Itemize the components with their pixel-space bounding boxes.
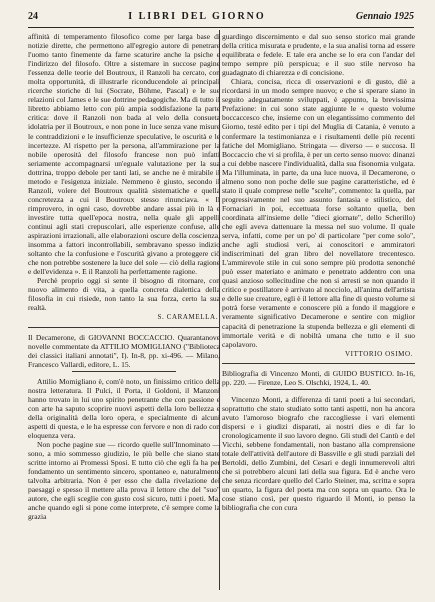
- article-paragraph: Attilio Momigliano è, com'è noto, un finissimo critico della nostra letteratura. Il Pulci, il Porta, il Goldoni, il Manzoni hanno trovato in lui uno spirito penetrante che con passione e con arte ha saputo scoprire nuovi aspetti della loro bellezza e della originalità della loro opera, e specialmente di alcuni aspetti di questa, e le ha espresse con fervore e non di rado con eloquenza vera.: [28, 376, 220, 440]
- short-rule: [72, 371, 176, 372]
- author-signature: VITTORIO OSIMO.: [345, 349, 413, 358]
- author-signature: S. CARAMELLA.: [157, 313, 218, 322]
- article-paragraph: Vincenzo Monti, a differenza di tanti poeti a lui secondari, soprattutto che stato studiato sotto tanti aspetti, non ha ancora avuto l'amoroso biografo che raccogliesse i vari elementi dispersi e i giudizi disparati, ai nostri dies e di far lo cronologicamente il suo lavoro degno. Gli studi del Cantù e del Vicchi, sebbene fondamentali, non bastano alla comprensione totale dell'attività dell'autore di Bassville e gli studi parziali del Bertoldi, dello Zumbini, del Cesari e degli innumerevoli altri che si potrebbero alcuni lati della sua figura. Ed è anche vero che senza ricordare quello del Carlo Steiner, ma, scritta e sopra un quarto, la figura del poeta ma con sopra un quarto. Ora le cose stiano così, per questo riguardo il Monti, io penso la bibliografia che con cura: [222, 394, 415, 513]
- article-paragraph: Perchè proprio oggi si sente il bisogno di ritornare, con nuovo alimento di vita, a quella concreta dialettica della filosofia in cui risiede, non tanto la sua forza, certo la sua realtà.: [28, 276, 220, 313]
- article-paragraph: Non poche pagine sue — ricordo quelle sull'Innominato — sono, a mio sommesso giudizio, le più belle che siano state scritte intorno ai Promessi Sposi. E tutto ciò che egli fa ha per fondamento un sentimento sincero, spontaneo e, naturalmente talvolta arbitraria. Non è per esso che dalla rivelazione dei paesaggi e spesso il mettere alla prova il lettore che del "suo" autore, che egli sceglie con gusto così sicuro, tutti i poeti. Ma, anche quando egli si pone come interprete, c'è sempre come la grazia: [28, 440, 220, 522]
- header-rule: [28, 27, 414, 28]
- article-paragraph: guardingo discernimento e dal suo senso storico mai grande della critica misurata e prudente, e la sua analisi torna ad essere equilibrata e fedele. E tale era anche se lo era con l'andar del tempo sempre più perspicua; e il suo stile nervoso ha guadagnato di chiarezza e di concisione.: [222, 32, 415, 78]
- issue-date: Gennaio 1925: [355, 11, 414, 22]
- bibliographic-entry: Il Decamerone, di GIOVANNI BOCCACCIO. Quarantanove novelle commentate da ATTILIO MOMIGLIANO ("Biblioteca dei classici italiani annotati", I). In-8, pp. xi-496. — Milano, Francesco Vallardi, editore, L. 15.: [28, 332, 220, 369]
- bibliographic-entry: Bibliografia di Vincenzo Monti, di GUIDO BUSTICO. In-16, pp. 220. — Firenze, Leo S. Olschki, 1924, L. 40.: [222, 368, 415, 387]
- right-column: [222, 32, 415, 512]
- article-paragraph: affinità di temperamento filosofico come per larga base di notizie dirette, che permettono all'egregio autore di penetrare l'uomo tanto finemente da farne scaturire anche la psiche e l'indirizzo del filosofo. Oltre a sistemare in succose pagine l'essenza delle teorie del Boutroux, il Ranzoli ha cercato, con molta opportunità, di illustrarle riconducendole ai principali ricerche storiche di lui (Socrate, Böhme, Pascal) e le sue relazioni col James e le sue dottrine pedagogiche. Ma di tutto il libretto abbiamo letto con più ampia soddisfazione la parte critica: dove il Ranzoli non bada al velo della consueta idolatria per il Boutroux, e non pone in luce senza vane misure le contraddizioni e le insufficienze speculative, le oscurità e le incertezze. Al rispetto per la persona, all'ammirazione per la nobile operosità del filosofo francese non può infatti seriamente accompagnarsi un'eguale valutazione per la sua dottrina, troppo debole per tanti lati, se anche ne è mirabile il metodo e l'esigenza iniziale. Nemmeno è giusto, secondo il Ranzoli, volere del Boutroux qualità sistematiche e quella concretezza a cui il Boutroux stesso rinunciava. « Il rimprovero, in ogni caso, dovrebbe andare assai più in là e investire tutta quell'epoca nostra, nella quale gli appelli continui agli stati crepuscolari, alle esperienze confuse, alle aspirazioni irrazionali, alle elaborazioni oscure della coscienza, insomma a fattori incontrollabili, sembravano spesso indizio soltanto che la confusione e l'oscurità givano a proteggere ciò che non potrebbe sostenere la luce del sole — ciò della ragione e dell'evidenza ». E il Ranzoli ha perfettamente ragione.: [28, 32, 220, 277]
- short-rule: [266, 389, 371, 390]
- section-separator: [222, 363, 415, 364]
- page-number: 24: [28, 11, 38, 22]
- page-header: [28, 11, 414, 27]
- left-column: [28, 32, 220, 521]
- section-separator: [28, 327, 220, 328]
- article-paragraph: Chiara, concisa, ricca di osservazioni e di gusto, diè a ricordarsi in un modo sempre nuovo; e che si sperare siano in seguito adeguatamente sviluppati, è appunto, la brevissima Prefazione: in cui sono state aggiunte le « questo volume boccaccesco che, insieme con un elegantissimo commento del Giorno, testé edito per i tipi del Muglia di Catania, è venuto a confermare la testimonianza e i risultamenti delle più recenti fatiche del Momigliano. Stringata — diverso — e succosa. Il Boccaccio che vi si profila, è per un certo senso nuovo: dinanzi a cui debbe nascere l'individualità, dalla sua fisonomia vulgata. Ma l'illuminata, in parte, da una luce nuova, il Decamerone, o almeno sono non poche delle sue pagine caratteristiche, ed è stato il quale comprese nelle "scelte", commento: la quella, par progressivamente nel suo assunto fantasia e stilistico, del Fornaciari in poi, eccettuata forse soltanto quella, ben coordinata all'insieme delle "dieci giornate", dello Scherillo) che egli aveva dattenuare la messa nel suo volume. Il quale serva, infatti, come per un po' di particolare "per come solo", anche agli studiosi veri, ai conoscitori e ammiratori indiscriminati del gran libro del novellatore trecentesco. L'ammirevole stile in cui sono sempre più prodotta senonché può esser materiato e animato e penetrato addentro con una quasi anzioso sollecitudine che non si arresti se non quando il critico e postillatore è arrivato al nocciolo, all'anima dell'artista e delle sue creature, egli è il lettore alla fine di questo volume si potrà forse veramente e conoscere più a fondo il maggiore e veramente significativo Decamerone e sentire con miglior capacità di penetrazione la stupenda bellezza e gli elementi di immortale verità e di nobiltà umana che tutto e il suo capolavoro.: [222, 77, 415, 349]
- running-title: I LIBRI DEL GIORNO: [128, 11, 266, 22]
